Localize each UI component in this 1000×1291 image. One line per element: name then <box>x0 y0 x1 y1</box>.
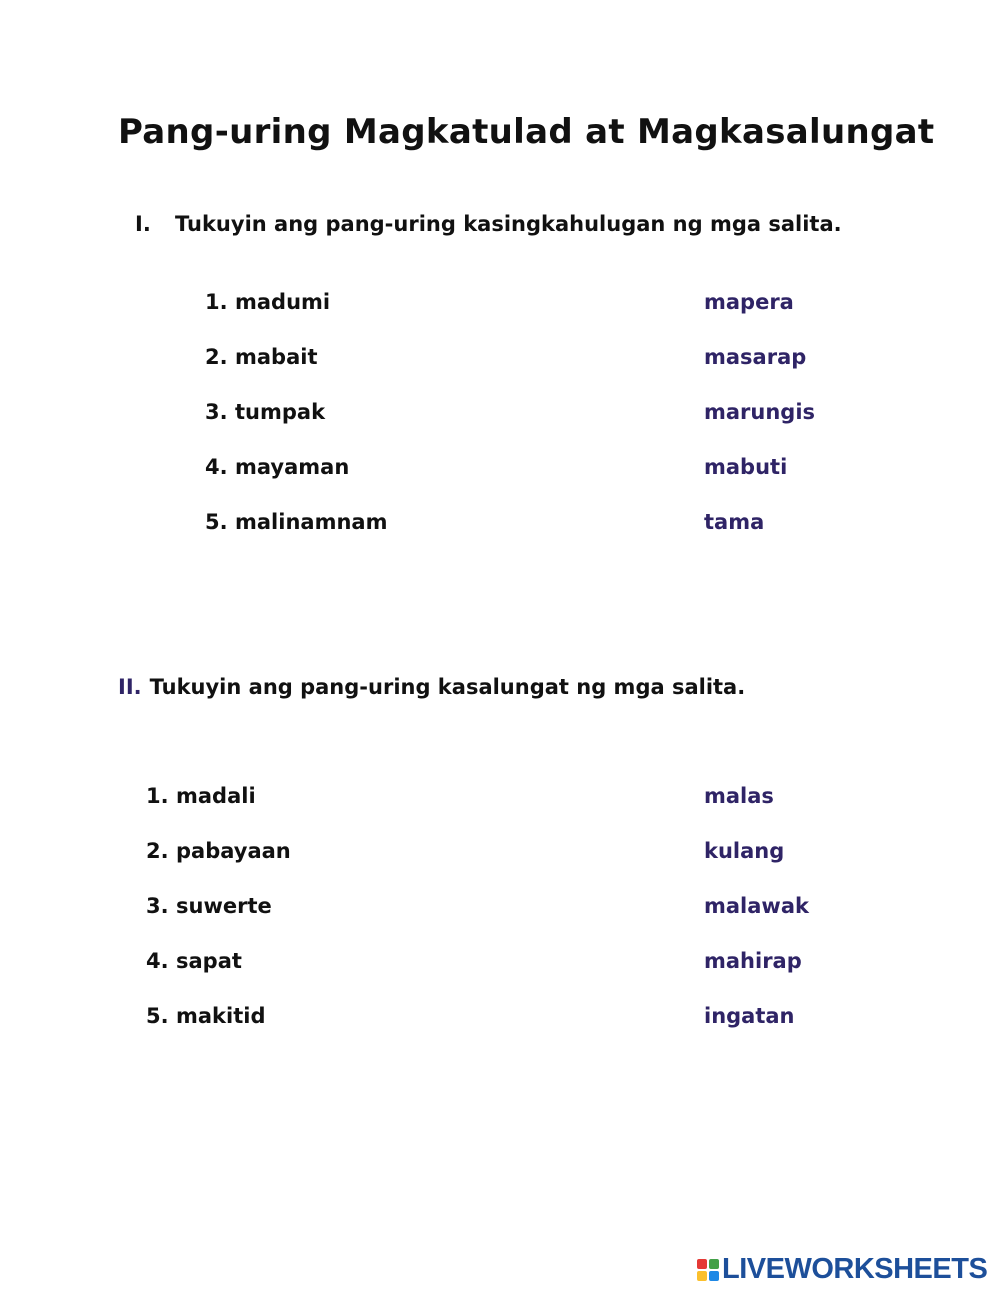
section2-numeral: II. <box>118 675 142 699</box>
item-number: 5. <box>205 510 228 534</box>
section1-instruction-text: Tukuyin ang pang-uring kasingkahulugan ng mga salita. <box>175 212 842 236</box>
logo-blocks-icon <box>697 1259 719 1281</box>
item-number: 3. <box>205 400 228 424</box>
item-word: mayaman <box>235 455 350 479</box>
section1-numeral: I. <box>135 212 151 236</box>
item-word: madali <box>176 784 256 808</box>
item-word: malinamnam <box>235 510 388 534</box>
answer-choice[interactable]: ingatan <box>704 1004 795 1028</box>
list-item <box>146 839 291 869</box>
list-item <box>205 290 330 320</box>
item-word: suwerte <box>176 894 272 918</box>
answer-choice[interactable]: malas <box>704 784 774 808</box>
logo-block <box>709 1271 719 1281</box>
list-item <box>146 784 256 814</box>
item-word: pabayaan <box>176 839 291 863</box>
item-number: 4. <box>146 949 169 973</box>
item-number: 2. <box>205 345 228 369</box>
item-number: 4. <box>205 455 228 479</box>
list-item <box>146 949 242 979</box>
list-item <box>146 1004 266 1034</box>
answer-choice[interactable]: marungis <box>704 400 816 424</box>
logo-block <box>697 1259 707 1269</box>
answer-choice[interactable]: tama <box>704 510 765 534</box>
section2-instruction-text: Tukuyin ang pang-uring kasalungat ng mga salita. <box>149 675 746 699</box>
answer-choice[interactable]: mahirap <box>704 949 802 973</box>
list-item <box>205 510 387 540</box>
item-word: mabait <box>235 345 318 369</box>
list-item <box>205 455 349 485</box>
answer-choice[interactable]: mabuti <box>704 455 788 479</box>
page-title: Pang-uring Magkatulad at Magkasalungat <box>118 112 935 152</box>
logo-text: LIVEWORKSHEETS <box>722 1253 988 1285</box>
item-word: tumpak <box>235 400 326 424</box>
item-number: 1. <box>146 784 169 808</box>
list-item <box>146 894 272 924</box>
item-word: sapat <box>176 949 242 973</box>
liveworksheets-logo[interactable] <box>697 1253 987 1286</box>
item-number: 1. <box>205 290 228 314</box>
item-word: madumi <box>235 290 331 314</box>
section1-instruction <box>135 212 842 236</box>
list-item <box>205 400 325 430</box>
item-number: 5. <box>146 1004 169 1028</box>
answer-choice[interactable]: malawak <box>704 894 809 918</box>
section2-instruction <box>118 675 745 699</box>
item-number: 2. <box>146 839 169 863</box>
answer-choice[interactable]: kulang <box>704 839 785 863</box>
answer-choice[interactable]: masarap <box>704 345 807 369</box>
item-word: makitid <box>176 1004 266 1028</box>
item-number: 3. <box>146 894 169 918</box>
answer-choice[interactable]: mapera <box>704 290 794 314</box>
list-item <box>205 345 318 375</box>
logo-block <box>709 1259 719 1269</box>
logo-block <box>697 1271 707 1281</box>
